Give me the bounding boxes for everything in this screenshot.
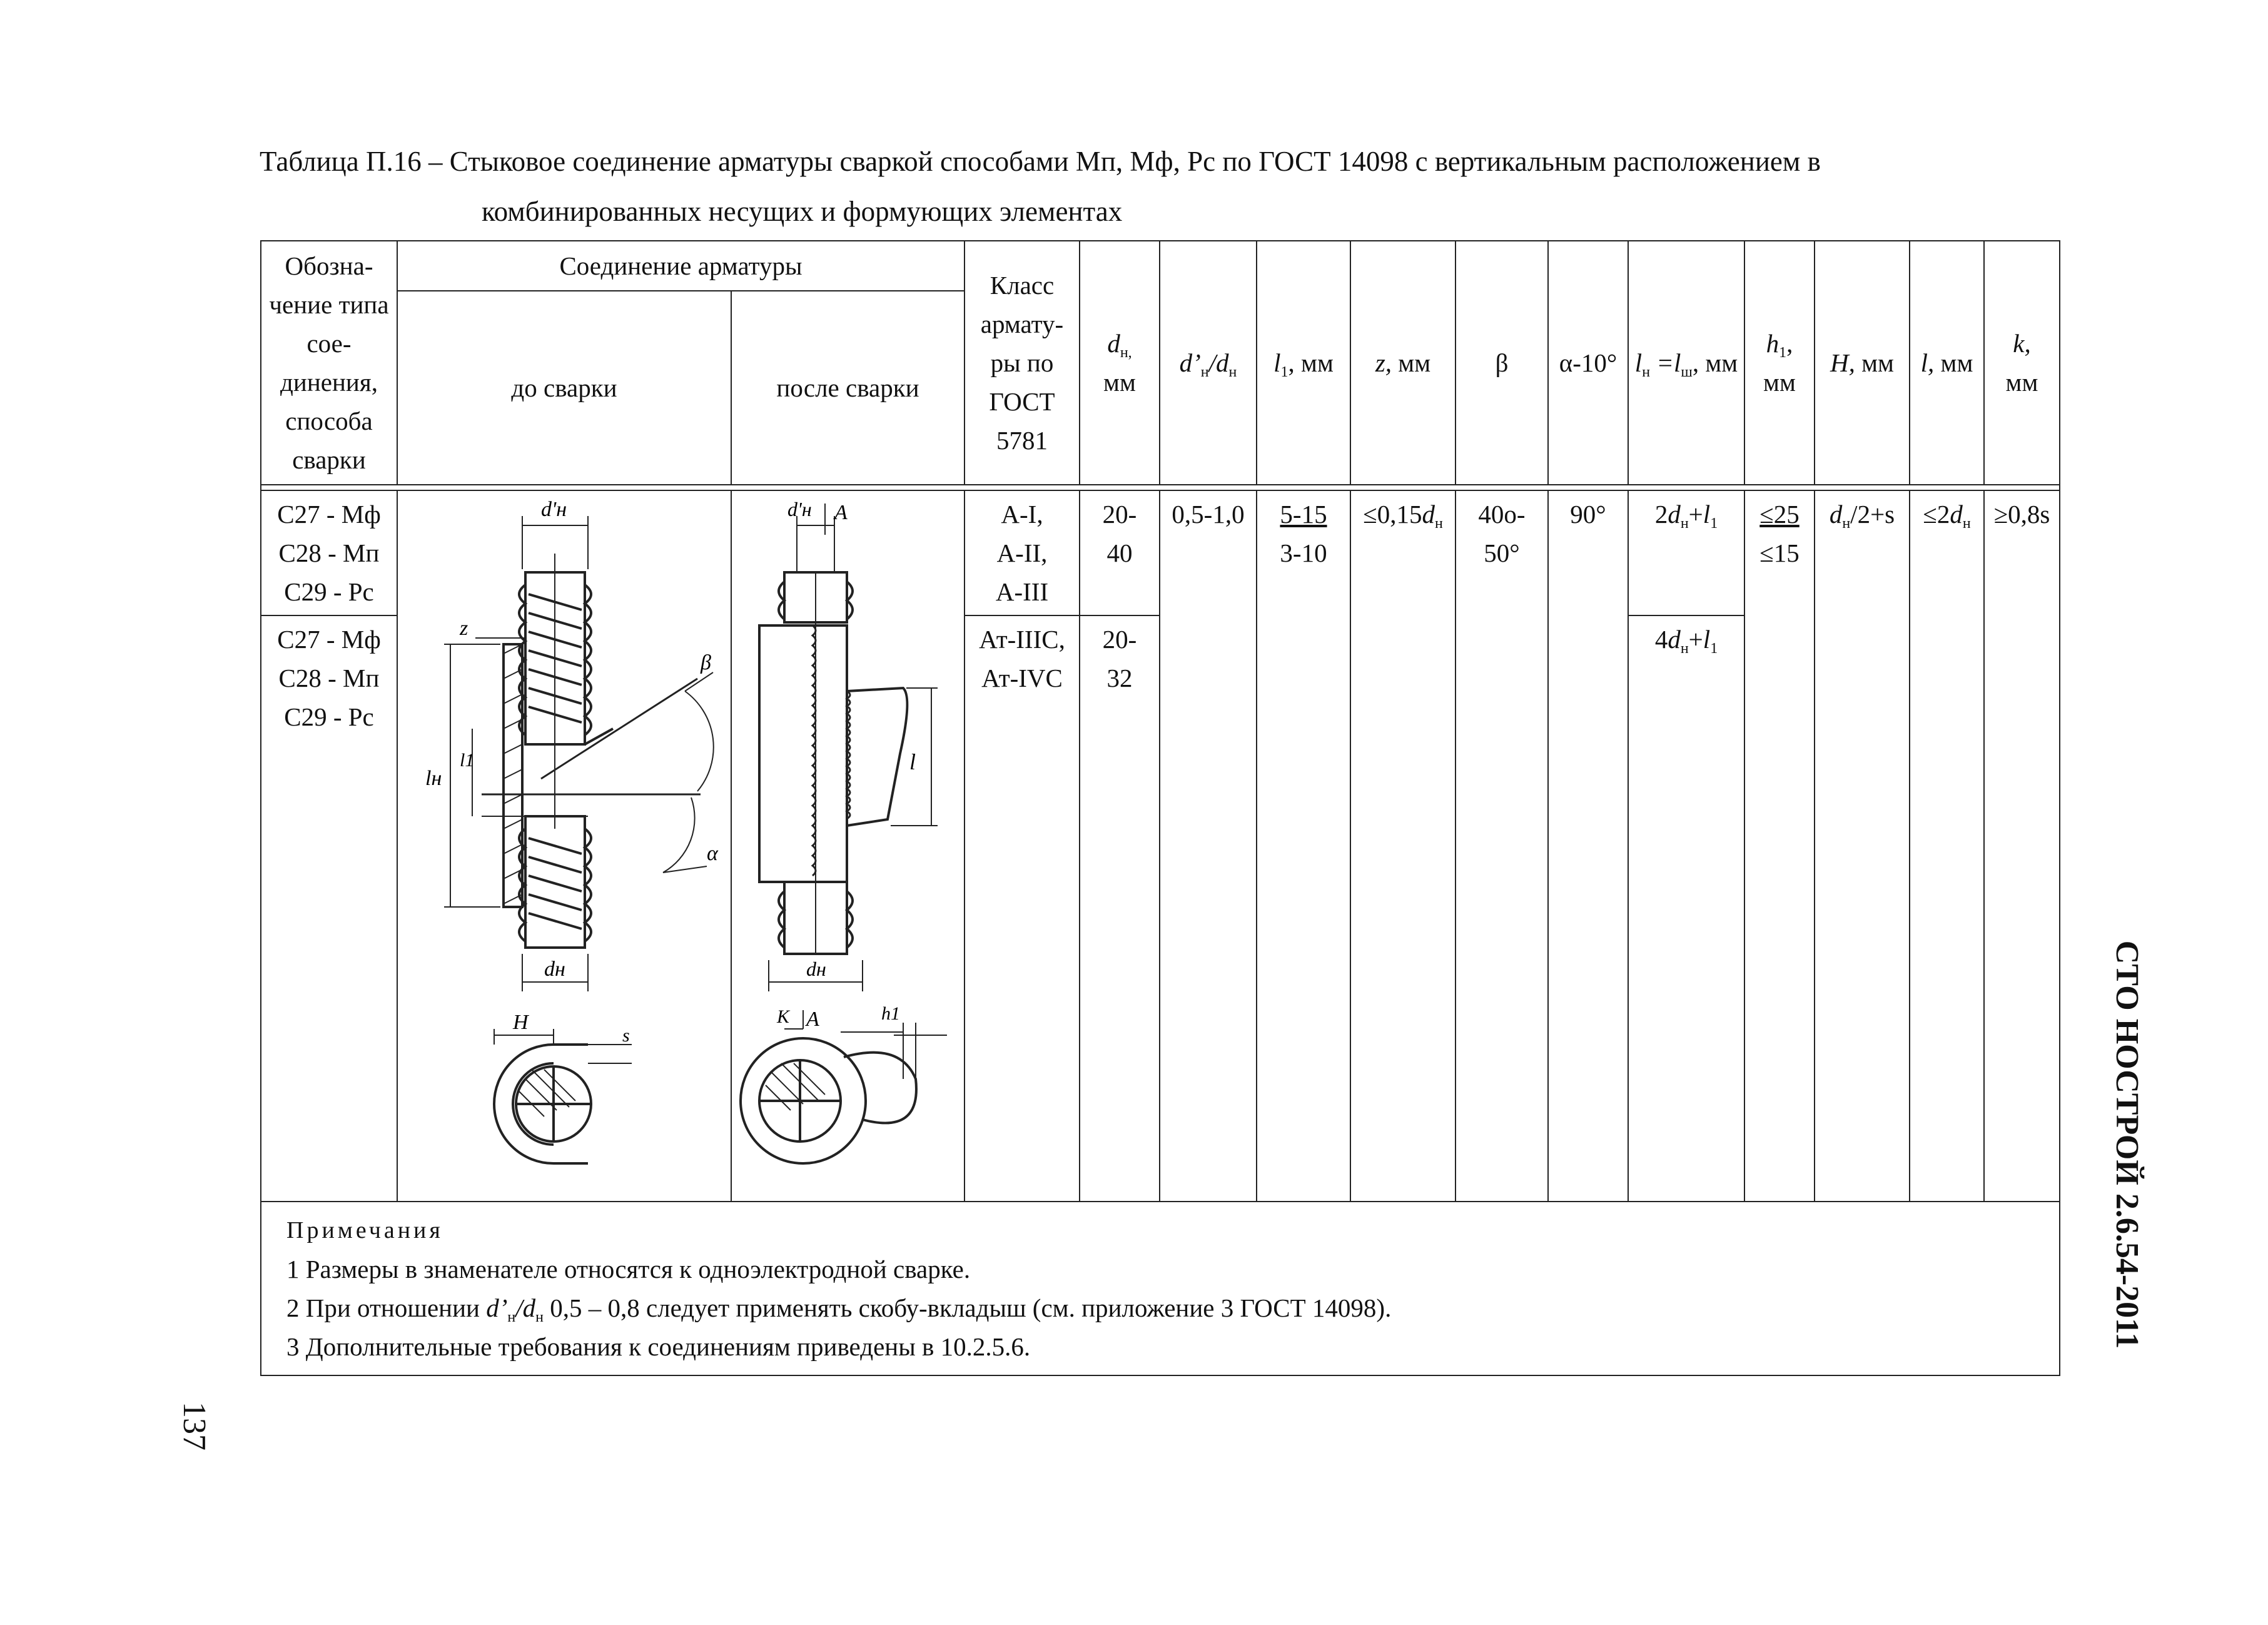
notes-title: Примечания: [286, 1217, 443, 1243]
header-k: k, мм: [1984, 241, 2060, 485]
header-joint: Соединение арматуры: [397, 241, 964, 291]
svg-text:l: l: [909, 749, 916, 774]
note-3: 3 Дополнительные требования к соединениям приведены в 10.2.5.6.: [286, 1332, 1031, 1361]
svg-text:h1: h1: [881, 1003, 900, 1024]
svg-text:H: H: [513, 1011, 529, 1034]
caption-line-2: комбинированных несущих и формующих элементах: [482, 196, 1123, 227]
row1-ln: $2d_н+l_1$: [1628, 490, 1744, 615]
row1-alpha: 90°: [1548, 490, 1628, 1202]
note-1: 1 Размеры в знаменателе относятся к одноэлектродной сварке.: [286, 1255, 971, 1283]
row2-ln: $4d_н+l_1$: [1628, 615, 1744, 1202]
page-number: 137: [176, 1402, 212, 1450]
header-ln: $l_н =l_ш$, мм: [1628, 241, 1744, 485]
double-rule: [261, 485, 2060, 490]
figure-before-welding: [397, 490, 731, 1202]
welding-table: [260, 240, 2060, 1376]
svg-text:A: A: [806, 1008, 819, 1031]
header-l1: $l_1$, мм: [1257, 241, 1350, 485]
row1-ratio: 0,5-1,0: [1160, 490, 1257, 1202]
note-2: 2 При отношении $d’_н/d_н$ 0,5 – 0,8 следует применять скобу-вкладыш (см. приложение 3 ГОСТ 14098).: [286, 1293, 1392, 1325]
row2-class: Ат-IIIC, Ат-IVC: [964, 615, 1080, 1202]
caption-line-1: Таблица П.16 – Стыковое соединение арматуры сваркой способами Мп, Мф, Рс по ГОСТ 14098 с вертикальным расположением в: [260, 146, 1821, 177]
document-code: СТО НОСТРОЙ 2.6.54-2011: [2109, 940, 2145, 1349]
row2-dn: 20- 32: [1080, 615, 1160, 1202]
row1-dn: 20- 40: [1080, 490, 1160, 615]
header-alpha: α-10°: [1548, 241, 1628, 485]
table-caption: [260, 136, 2073, 236]
row1-class: А-I, А-II, А-III: [964, 490, 1080, 615]
svg-text:lн: lн: [425, 767, 442, 790]
svg-text:z: z: [460, 617, 468, 640]
svg-text:d'н: d'н: [541, 498, 567, 521]
svg-text:s: s: [622, 1025, 630, 1046]
header-dn: $d_{н,}$ мм: [1080, 241, 1160, 485]
svg-text:dн: dн: [544, 958, 565, 981]
row1-l: $\le 2d_н$: [1910, 490, 1984, 1202]
table-notes: [261, 1202, 2060, 1375]
row1-l1: 5-15 3-10: [1257, 490, 1350, 1202]
header-beta: β: [1455, 241, 1548, 485]
header-before-welding: до сварки: [397, 291, 731, 485]
svg-text:K: K: [777, 1006, 790, 1027]
header-designation: Обозна- чение типа сое- динения, способа сварки: [261, 241, 397, 485]
svg-text:dн: dн: [806, 958, 826, 980]
row2-codes: С27 - Мф С28 - Мп С29 - Рс: [261, 615, 397, 1202]
row1-h1: ≤25 ≤15: [1744, 490, 1815, 1202]
svg-text:l1: l1: [460, 750, 475, 771]
header-h1: $h_1$, мм: [1744, 241, 1815, 485]
svg-text:β: β: [701, 651, 711, 674]
header-H: H, мм: [1815, 241, 1910, 485]
svg-text:A: A: [834, 501, 848, 524]
svg-text:d'н: d'н: [787, 498, 812, 520]
header-class: Класс армату- ры по ГОСТ 5781: [964, 241, 1080, 485]
row1-H: $d_н/2+s$: [1815, 490, 1910, 1202]
row1-z: $\le 0,15d_н$: [1350, 490, 1455, 1202]
figure-after-welding: [731, 490, 964, 1202]
row1-k: ≥0,8s: [1984, 490, 2060, 1202]
row1-codes: С27 - Мф С28 - Мп С29 - Рс: [261, 490, 397, 615]
svg-text:α: α: [707, 842, 718, 865]
header-z: z, мм: [1350, 241, 1455, 485]
header-l: l, мм: [1910, 241, 1984, 485]
row1-beta: 40о- 50°: [1455, 490, 1548, 1202]
header-after-welding: после сварки: [731, 291, 964, 485]
header-ratio: $d’_н/d_н$: [1160, 241, 1257, 485]
